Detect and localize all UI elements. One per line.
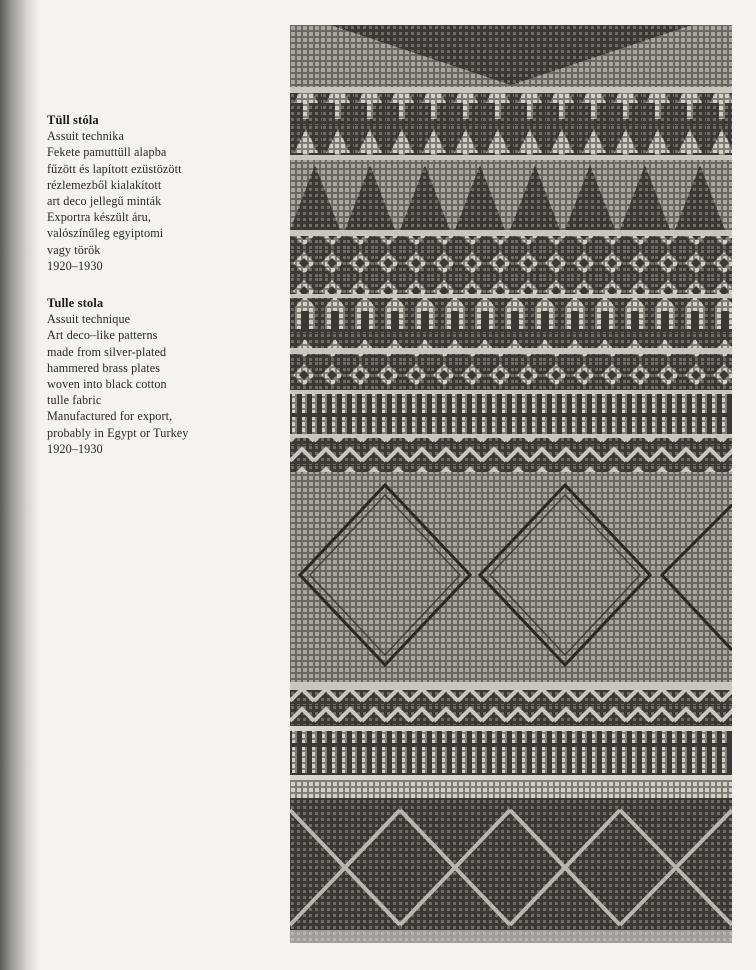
caption-title: Tüll stóla xyxy=(47,113,99,127)
caption-line: valószínűleg egyiptomi xyxy=(47,226,164,241)
book-spine-shadow xyxy=(0,0,40,970)
caption-line: tulle fabric xyxy=(47,393,102,408)
caption-line: Assuit technika xyxy=(47,129,124,144)
tulle-stole-photo xyxy=(290,25,732,943)
caption-english xyxy=(47,295,247,457)
caption-line: Fekete pamuttüll alapba xyxy=(47,145,167,160)
caption-line: probably in Egypt or Turkey xyxy=(47,425,189,440)
caption-line: Manufactured for export, xyxy=(47,409,173,424)
caption-line: vagy török xyxy=(47,242,101,257)
caption-line: hammered brass plates xyxy=(47,360,161,375)
caption-line: Art deco–like patterns xyxy=(47,328,158,343)
caption-line: 1920–1930 xyxy=(47,441,103,456)
caption-line: art deco jellegű minták xyxy=(47,194,162,209)
caption-line: made from silver-plated xyxy=(47,344,167,359)
caption-title: Tulle stola xyxy=(47,296,104,310)
caption-line: woven into black cotton xyxy=(47,377,167,392)
caption-line: fűzött és lapított ezüstözött xyxy=(47,161,182,176)
caption-line: rézlemezből kialakított xyxy=(47,177,162,192)
caption-hungarian xyxy=(47,112,247,274)
caption-line: Assuit technique xyxy=(47,312,131,327)
caption-line: 1920–1930 xyxy=(47,258,103,273)
caption-line: Exportra készült áru, xyxy=(47,210,151,225)
